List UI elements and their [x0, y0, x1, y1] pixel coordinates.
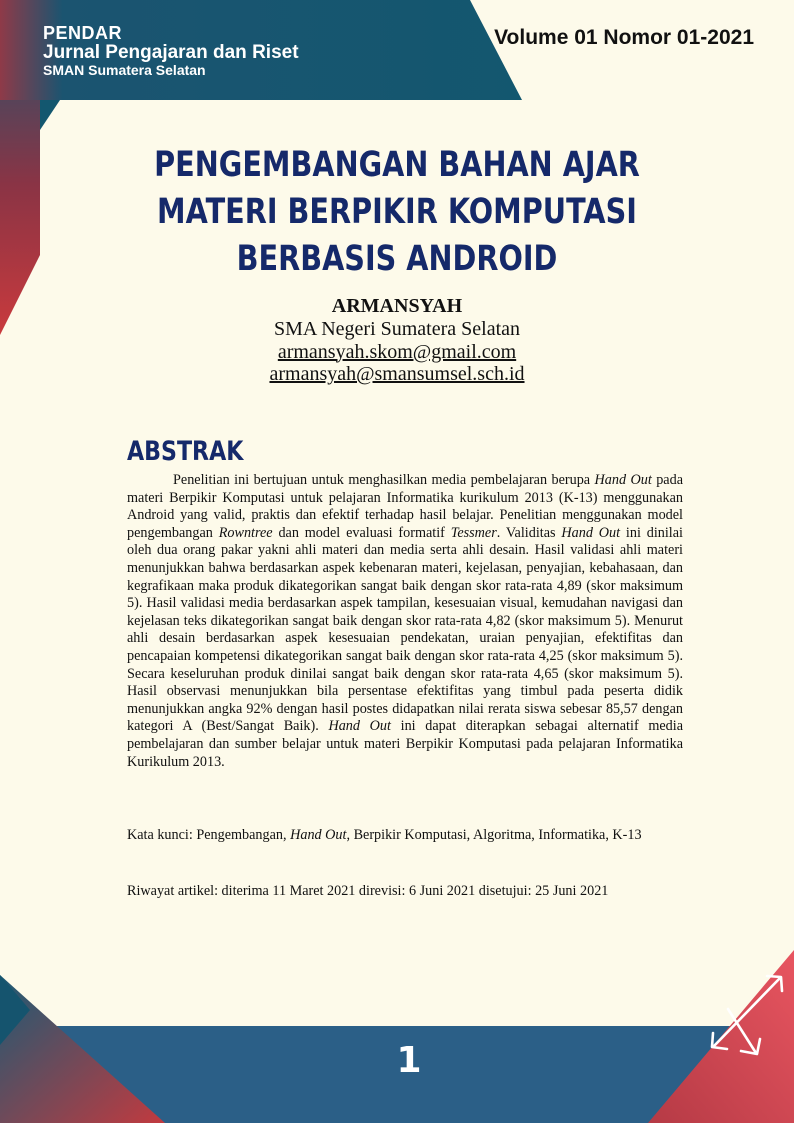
abstract-part: dan model evaluasi formatif — [272, 524, 451, 541]
journal-name: PENDAR — [43, 23, 123, 43]
journal-school: SMAN Sumatera Selatan — [43, 61, 206, 78]
author-block — [147, 295, 647, 386]
author-affiliation: SMA Negeri Sumatera Selatan — [273, 318, 521, 340]
abstract-part: pada materi Berpikir Komputasi untuk pelajaran Informatika kurikulum 2013 (K-13) menggunakan Android yang valid, praktis dan efektif terhadap hasil belajar. Penelitian menggunakan model pengembangan — [127, 472, 683, 541]
abstract-term: Hand Out — [328, 718, 391, 735]
abstract-term: Hand Out — [594, 472, 652, 488]
abstract-term: Rowntree — [218, 524, 273, 541]
title-line-2: MATERI BERPIKIR KOMPUTASI — [157, 191, 637, 232]
journal-subtitle: Jurnal Pengajaran dan Riset — [43, 41, 299, 63]
article-history: Riwayat artikel: diterima 11 Maret 2021 direvisi: 6 Juni 2021 disetujui: 25 Juni 2021 — [127, 883, 609, 899]
journal-brand — [43, 24, 299, 78]
keywords-term: Hand Out — [290, 827, 347, 843]
article-title — [153, 142, 640, 283]
abstract-part: Penelitian ini bertujuan untuk menghasilkan media pembelajaran berupa — [173, 472, 595, 488]
abstract-text — [127, 472, 683, 771]
abstract-term: Tessmer — [450, 524, 497, 541]
author-name: ARMANSYAH — [331, 295, 463, 317]
abstract-heading: ABSTRAK — [127, 436, 244, 467]
abstract-part: ini dinilai oleh dua orang pakar yakni ahli materi dan media serta ahli desain. Hasil validasi ahli materi menunjukkan bahwa berdasarkan aspek kebenaran materi, kejelasan, penyajian, kebahasaan, dan kegrafikaan maka produk dikategorikan sangat baik dengan skor rata-rata 4,89 (skor maksimum 5). Hasil validasi media berdasarkan aspek tampilan, kesesuaian visual, kemudahan navigasi dan kejelasan teks dikategorikan sangat baik dengan skor rata-rata 4,82 (skor maksimum 5). Menurut ahli desain berdasarkan aspek kesesuaian pendekatan, uraian penyajian, efektifitas dan pencapaian kompetensi dikategorikan sangat baik dengan skor rata-rata 4,25 (skor maksimum 5). Secara keseluruhan produk dinilai sangat baik dengan skor rata-rata 4,65 (skor maksimum 5). Hasil observasi menunjukkan bila persentase efektifitas yang timbul pada peserta didik menunjukkan angka 92% dengan hasil postes didapatkan nilai rerata siswa sebesar 85,57 dengan kategori A (Best/Sangat Baik). — [127, 524, 683, 735]
keywords — [127, 827, 683, 845]
keywords-part: , Berpikir Komputasi, Algoritma, Informatika, K-13 — [346, 827, 642, 843]
title-line-1: PENGEMBANGAN BAHAN AJAR — [154, 145, 640, 185]
author-email-1[interactable]: armansyah.skom@gmail.com — [277, 340, 517, 363]
title-line-3: BERBASIS ANDROID — [236, 238, 558, 279]
abstract-term: Hand Out — [561, 524, 621, 541]
keywords-part: Kata kunci: Pengembangan, — [127, 827, 291, 843]
author-email-2[interactable]: armansyah@smansumsel.sch.id — [269, 363, 525, 386]
abstract-part: . Validitas — [496, 524, 562, 541]
volume-label: Volume 01 Nomor 01-2021 — [494, 26, 754, 49]
page-number: 1 — [396, 1040, 422, 1081]
abstract-part: ini dapat diterapkan sebagai alternatif media pembelajaran dan sumber belajar untuk materi Berpikir Komputasi pada pelajaran Informatika Kurikulum 2013. — [127, 718, 684, 770]
